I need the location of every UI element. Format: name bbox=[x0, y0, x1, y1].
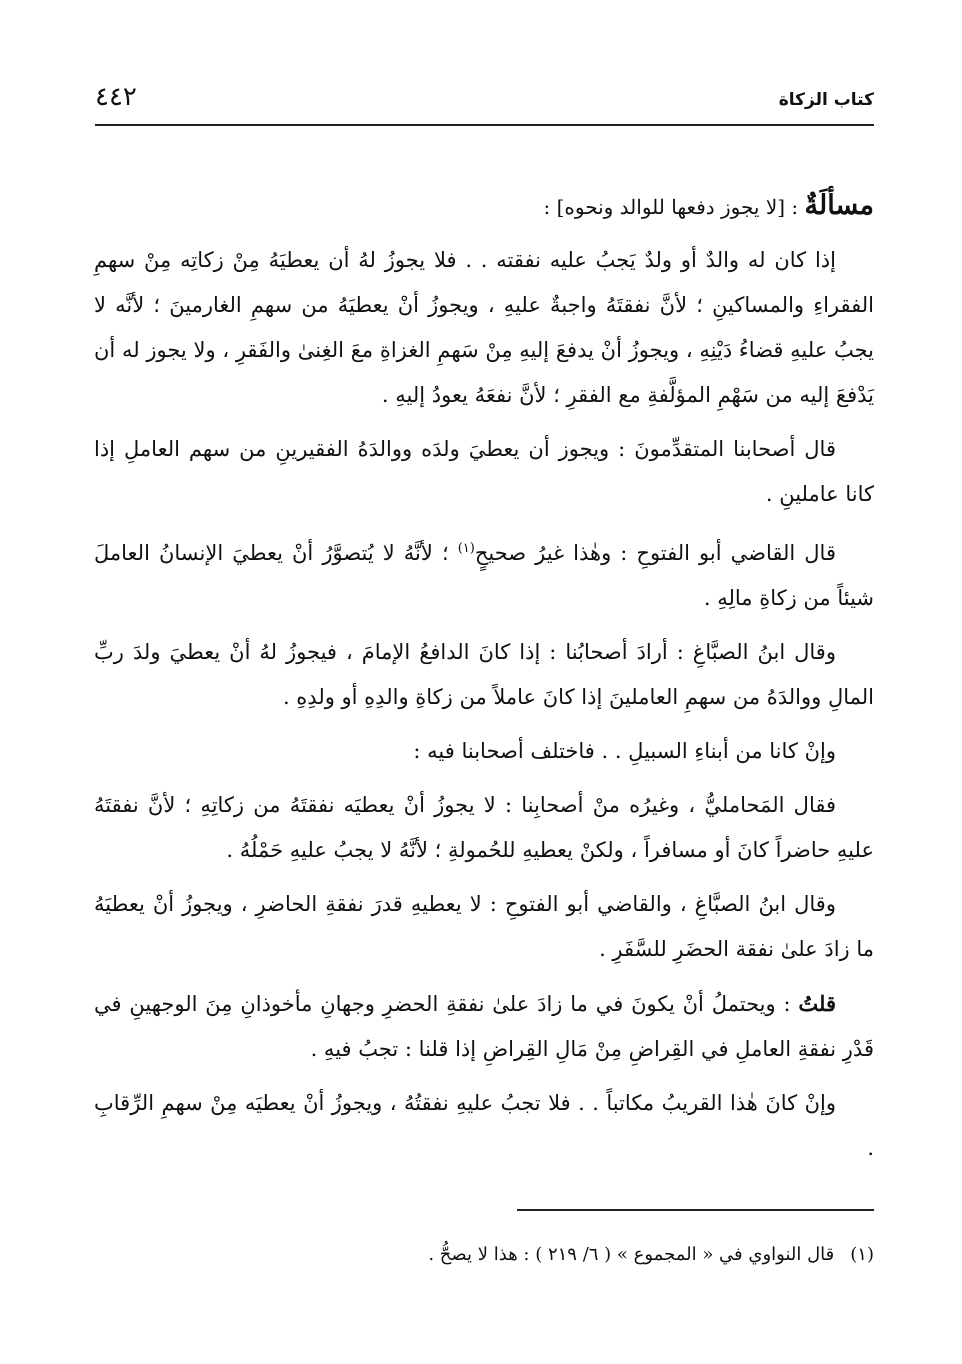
footnote-text: قال النواوي في « المجموع » ( ٦/ ٢١٩ ) : هذا لا يصحُّ . bbox=[428, 1244, 835, 1265]
paragraph-5: وإنْ كانا من أبناءِ السبيلِ . . فاختلف أصحابنا فيه : bbox=[413, 739, 836, 763]
paragraph-3-text-end: ؛ لأنَّهُ لا يُتصوَّرُ أنْ يعطيَ الإنسانُ العاملَ شيئاً من زكاةِ مالِهِ . bbox=[94, 541, 874, 610]
section-label: مسألَةٌ bbox=[804, 190, 874, 221]
section-heading bbox=[94, 182, 874, 231]
paragraph-8-label: قلتُ bbox=[798, 991, 836, 1016]
paragraph-3 bbox=[94, 526, 874, 621]
paragraph-4: وقال ابنُ الصبَّاغِ : أرادَ أصحابُنا : إذا كانَ الدافعُ الإمامَ ، فيجوزُ لهُ أنْ يعطيَ ولدَ ربِّ المالِ ووالدَهُ من سهمِ العاملينَ إذا كانَ عاملاً من زكاةِ والدِهِ أو ولدِهِ . bbox=[94, 640, 874, 709]
paragraph-2: قال أصحابنا المتقدِّمونَ : ويجوز أن يعطيَ ولدَه ووالدَهُ الفقيرينِ من سهم العاملِ إذا كانا عاملينِ . bbox=[94, 437, 874, 506]
footnote bbox=[94, 1240, 874, 1270]
paragraph-3-text-start: قال القاضي أبو الفتوحِ : وهٰذا غيرُ صحيحٍ bbox=[474, 541, 836, 565]
page-header bbox=[95, 78, 874, 126]
footnote-number: (١) bbox=[850, 1244, 874, 1265]
main-text bbox=[94, 182, 874, 1180]
book-title: كتاب الزكاة bbox=[778, 90, 874, 110]
footnote-divider bbox=[517, 1209, 874, 1211]
paragraph-8-text: : ويحتملُ أنْ يكونَ في ما زادَ علىٰ نفقةِ الحضرِ وجهانِ مأخوذانِ مِنَ الوجهينِ في قَدْرِ نفقةِ العاملِ في القِراضِ مِنْ مَالِ القِراضِ إذا قلنا : تجبُ فيهِ . bbox=[94, 992, 874, 1061]
footnote-reference[interactable]: (١) bbox=[457, 541, 475, 556]
paragraph-8 bbox=[94, 981, 874, 1072]
paragraph-1: إذا كان له والدٌ أو ولدٌ يَجبُ عليه نفقته . . فلا يجوزُ لهُ أن يعطيَهُ مِنْ زكاتِه مِنْ سهمِ الفقراءِ والمساكينِ ؛ لأنَّ نفقتَهُ واجبةٌ عليهِ ، ويجوزُ أنْ يعطيَهُ من سهمِ الغارمينَ ؛ لأنَّه لا يجبُ عليهِ قضاءُ دَيْنِهِ ، ويجوزُ أنْ يدفعَ إليهِ مِنْ سَهمِ الغزاةِ معَ الغِنىٰ والفَقرِ ، ولا يجوز له أن يَدْفعَ إليه من سَهْمِ المؤلَّفةِ مع الفقرِ ؛ لأنَّ نفعَهُ يعودُ إليهِ . bbox=[94, 248, 874, 407]
section-title: [لا يجوز دفعها للوالد ونحوه] : bbox=[543, 195, 786, 219]
paragraph-6: فقال المَحامليُّ ، وغيرُه منْ أصحابِنا : لا يجوزُ أنْ يعطيَه نفقتَهُ من زكاتِهِ ؛ لأنَّ نفقتَهُ عليهِ حاضراً كانَ أو مسافراً ، ولكنْ يعطيهِ للحُمولةِ ؛ لأنَّهُ لا يجبُ عليهِ حَمْلُهُ . bbox=[94, 793, 874, 862]
paragraph-7: وقال ابنُ الصبَّاغِ ، والقاضي أبو الفتوحِ : لا يعطيهِ قدرَ نفقةِ الحاضرِ ، ويجوزُ أنْ يعطيَهُ ما زادَ علىٰ نفقة الحضَرِ للسَّفَرِ . bbox=[94, 892, 874, 961]
page-number: ٤٤٢ bbox=[95, 82, 137, 112]
section-separator: : bbox=[785, 195, 805, 219]
paragraph-9: وإنْ كانَ هٰذا القريبُ مكاتباً . . فلا تجبُ عليهِ نفقتُهُ ، ويجوزُ أنْ يعطيَه مِنْ سهمِ الرِّقابِ . bbox=[94, 1091, 874, 1160]
